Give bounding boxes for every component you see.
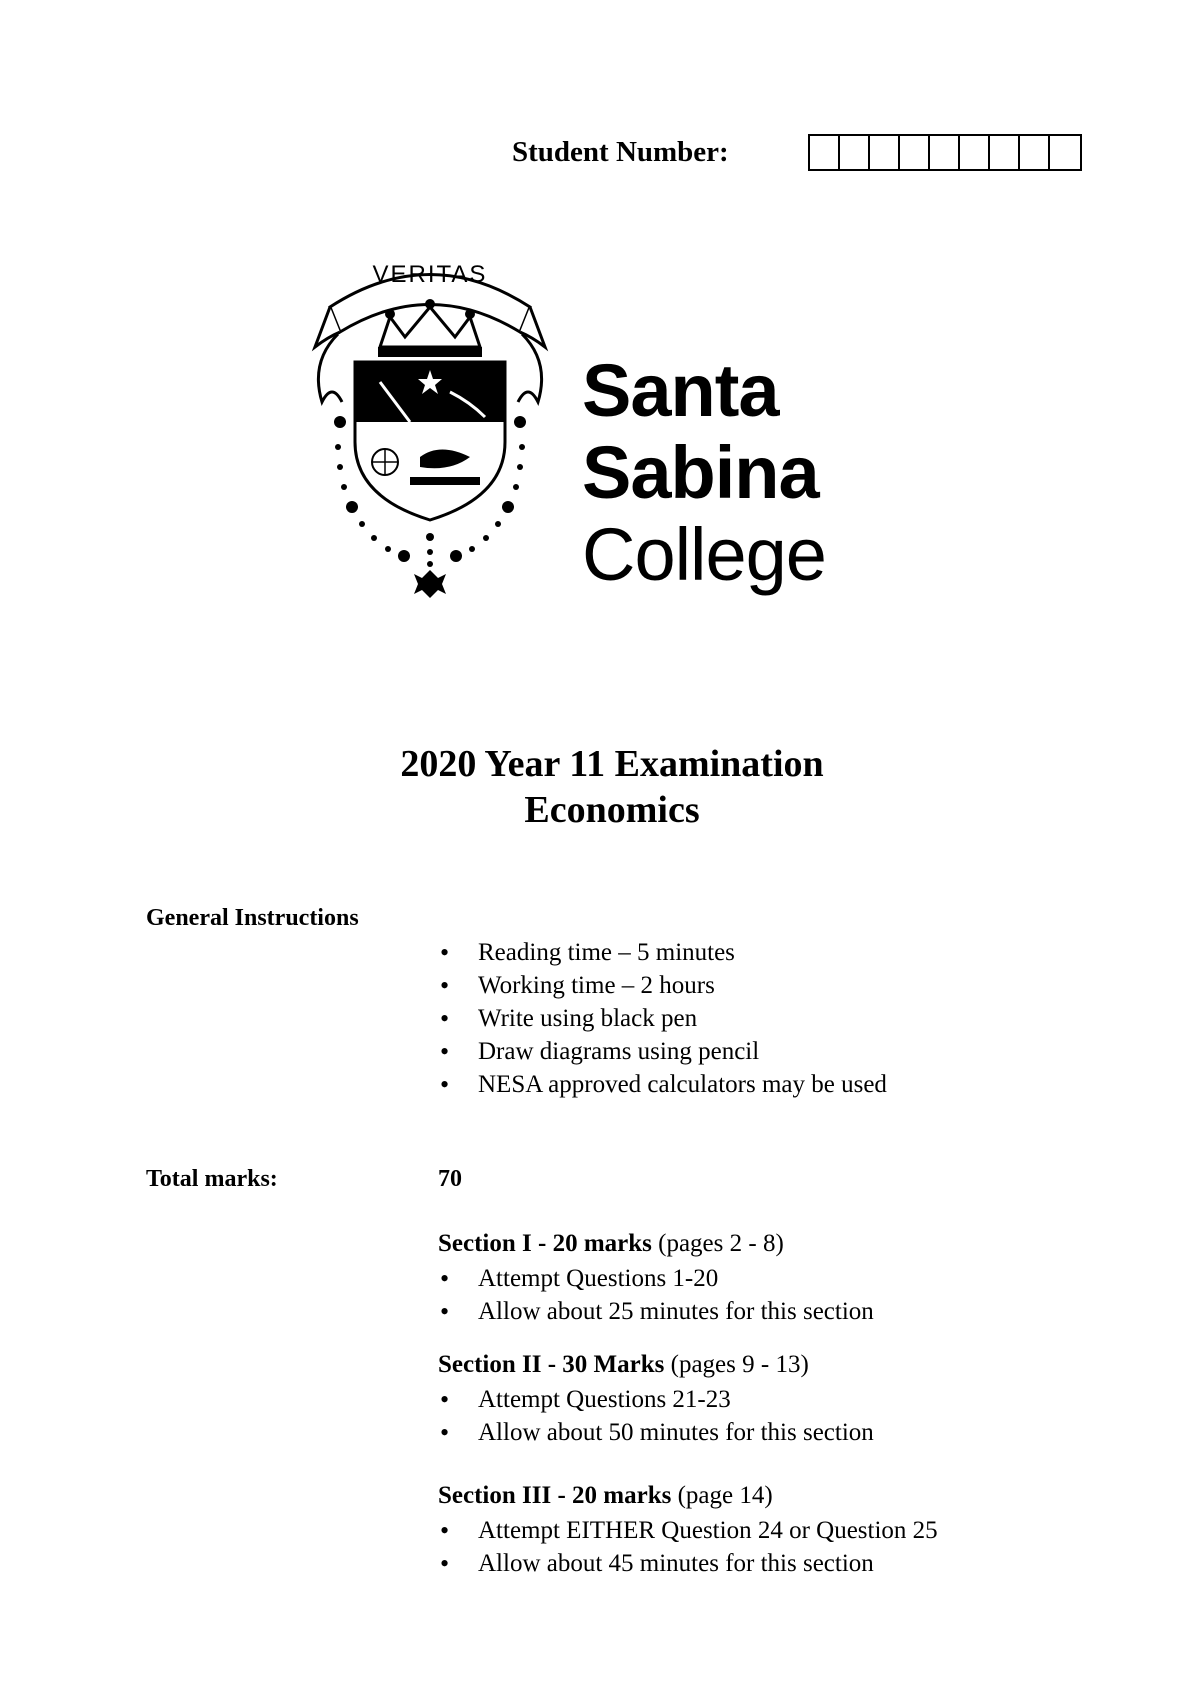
student-number-box[interactable] bbox=[990, 136, 1020, 169]
list-item: • Working time – 2 hours bbox=[438, 969, 887, 1002]
section-2-heading bbox=[438, 1351, 809, 1379]
list-item: • NESA approved calculators may be used bbox=[438, 1068, 887, 1101]
student-number-box[interactable] bbox=[960, 136, 990, 169]
section-2-pages: (pages 9 - 13) bbox=[670, 1351, 809, 1378]
list-item: • Attempt Questions 1-20 bbox=[438, 1262, 874, 1295]
section-1-list bbox=[438, 1262, 874, 1328]
section-3-title: Section III - 20 marks bbox=[438, 1482, 672, 1509]
list-item: • Allow about 45 minutes for this section bbox=[438, 1547, 938, 1580]
list-item: • Draw diagrams using pencil bbox=[438, 1035, 887, 1068]
section-1-title: Section I - 20 marks bbox=[438, 1230, 652, 1257]
student-number-box[interactable] bbox=[930, 136, 960, 169]
section-1-heading bbox=[438, 1230, 784, 1258]
student-number-box[interactable] bbox=[840, 136, 870, 169]
student-number-box[interactable] bbox=[810, 136, 840, 169]
total-marks-label: Total marks: bbox=[146, 1166, 278, 1192]
student-number-boxes[interactable] bbox=[808, 134, 1082, 171]
section-2-title: Section II - 30 Marks bbox=[438, 1351, 665, 1378]
list-item: • Attempt EITHER Question 24 or Question 25 bbox=[438, 1514, 938, 1547]
list-item: • Allow about 25 minutes for this section bbox=[438, 1295, 874, 1328]
list-item: • Allow about 50 minutes for this section bbox=[438, 1416, 874, 1449]
list-item: • Write using black pen bbox=[438, 1002, 887, 1035]
wordmark-line-3: College bbox=[582, 513, 826, 596]
general-instructions-label: General Instructions bbox=[146, 905, 359, 931]
student-number-label: Student Number: bbox=[512, 135, 729, 168]
crest-motto: VERITAS bbox=[372, 261, 488, 288]
college-wordmark bbox=[582, 350, 826, 596]
section-3-heading bbox=[438, 1482, 773, 1510]
section-2-list bbox=[438, 1383, 874, 1449]
list-item: • Reading time – 5 minutes bbox=[438, 936, 887, 969]
student-number-box[interactable] bbox=[870, 136, 900, 169]
general-instructions-list bbox=[438, 936, 887, 1101]
college-crest-icon bbox=[310, 252, 550, 612]
list-item: • Attempt Questions 21-23 bbox=[438, 1383, 874, 1416]
section-1-pages: (pages 2 - 8) bbox=[658, 1230, 784, 1257]
exam-title: 2020 Year 11 Examination bbox=[400, 743, 824, 785]
total-marks-value: 70 bbox=[438, 1166, 462, 1192]
student-number-box[interactable] bbox=[1050, 136, 1080, 169]
section-3-list bbox=[438, 1514, 938, 1580]
exam-subject: Economics bbox=[524, 789, 700, 831]
student-number-box[interactable] bbox=[1020, 136, 1050, 169]
wordmark-line-1: Santa bbox=[582, 349, 779, 432]
wordmark-line-2: Sabina bbox=[582, 431, 819, 514]
student-number-box[interactable] bbox=[900, 136, 930, 169]
student-number-row bbox=[512, 132, 1082, 172]
section-3-pages: (page 14) bbox=[677, 1482, 773, 1509]
